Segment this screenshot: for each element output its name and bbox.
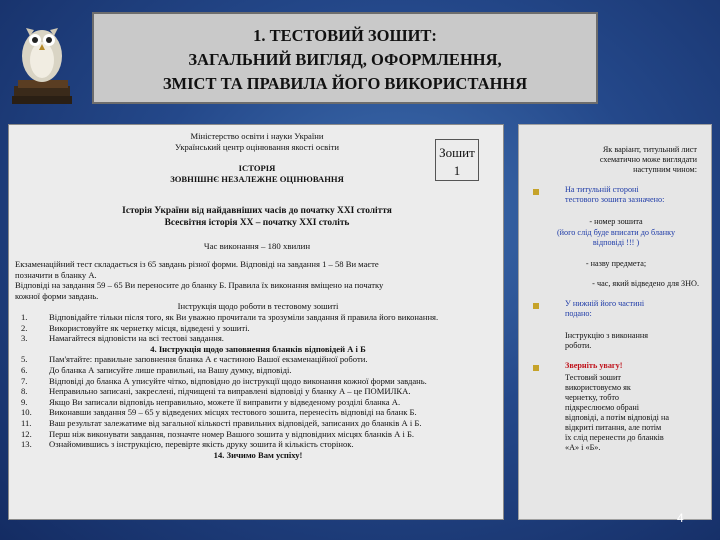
intro-line: Екзаменаційний тест складається із 65 завдань різної форми. Відповіді на завдання 1 – 58 Ви маєте [15, 259, 379, 269]
exam-duration: Час виконання – 180 хвилин [203, 241, 311, 251]
intro-line: кожної форми завдань. [15, 290, 99, 301]
notes-bullet-1: На титульній стороні тестового зошита зазначено: [565, 185, 665, 204]
list-item: 9. Якщо Ви записали відповідь неправильно, можете її виправити у відведеному розділі бланка А. [21, 396, 401, 407]
intro-line: позначити в бланку А. [15, 269, 97, 280]
list-item: 10. Виконавши завдання 59 – 65 у відведених місцях тестового зошита, перенесіть відповіді на бланк Б. [21, 407, 417, 418]
intro-line: Відповіді на завдання 59 – 65 Ви переносите до бланку Б. Правила їх виконання вміщено на початку [15, 280, 384, 291]
list-item: 13. Ознайомившись з інструкцією, перевірте якість друку зошита й кількість сторінок. [21, 439, 354, 450]
notebook-number-box: Зошит 1 [435, 139, 479, 181]
list-item: 1. Відповідайте тільки після того, як Ви уважно прочитали та зрозуміли завдання й правила його виконання. [21, 311, 439, 322]
page-number: 4 [677, 511, 684, 525]
notes-subject: - назву предмета; [585, 259, 647, 268]
test-notebook-cover [8, 124, 504, 520]
closing-wish: 14. Зичимо Вам успіху! [213, 449, 303, 460]
title-line: ЗАГАЛЬНИЙ ВИГЛЯД, ОФОРМЛЕННЯ, [188, 50, 502, 69]
notes-intro: Як варіант, титульний лист схематично може виглядати наступним чином: [599, 145, 697, 174]
owl-on-books-logo [8, 4, 76, 106]
instructions-body [15, 259, 501, 460]
list-item: 6. До бланка А записуйте лише правильні, на Вашу думку, відповіді. [21, 364, 292, 375]
bullet-icon [533, 189, 539, 195]
notes-attention: Зверніть увагу! [565, 361, 623, 370]
bullet-icon [533, 365, 539, 371]
list-item: 3. Намагайтеся відповісти на всі тестові завдання. [21, 333, 224, 344]
notes-attention-text: Тестовий зошит використовуємо як чернетку, тобто підкреслюємо обрані відповіді, а потім відповіді на відкриті питання, але потім їх слід перенести до бланків «А» і «Б». [565, 373, 670, 452]
bullet-icon [533, 303, 539, 309]
list-item: 7. Відповіді до бланка А уписуйте чітко, відповідно до інструкції щодо виконання кожної форми завдань. [21, 375, 427, 386]
title-line: ЗМІСТ ТА ПРАВИЛА ЙОГО ВИКОРИСТАННЯ [162, 74, 528, 93]
list-item: 2. Використовуйте як чернетку місця, відведені у зошиті. [21, 322, 250, 333]
blank-instruction-heading: 4. Інструкція щодо заповнення бланків відповідей А і Б [150, 343, 366, 354]
subject-title: Історія України від найдавніших часів до початку XXI століття Всесвітня історія XX – початку XXI століть [122, 206, 392, 228]
instruction-heading: Інструкція щодо роботи в тестовому зошиті [177, 301, 339, 312]
notes-notebook-number: - номер зошита [589, 217, 643, 226]
instructions-list-a [15, 312, 501, 344]
notes-number-hint: (його слід буде вписати до бланку відповіді !!! ) [556, 228, 676, 247]
slide-title [92, 12, 598, 104]
list-item: 12. Перш ніж виконувати завдання, позначте номер Вашого зошита у відповідних місцях бланків А і Б. [21, 428, 415, 439]
exam-subtitle: ІСТОРІЯ ЗОВНІШНЄ НЕЗАЛЕЖНЕ ОЦІНЮВАННЯ [170, 163, 344, 184]
notes-instruction: Інструкцію з виконання роботи. [565, 331, 649, 350]
list-item: 5. Пам'ятайте: правильне заповнення бланка А є частиною Вашої екзаменаційної роботи. [21, 354, 368, 365]
notes-panel [518, 124, 712, 520]
list-item: 11. Ваш результат залежатиме від загальної кількості правильних відповідей, записаних до бланків А і Б. [21, 417, 422, 428]
ministry-header: Міністерство освіти і науки України Український центр оцінювання якості освіти [175, 131, 339, 152]
list-item: 8. Неправильно записані, закреслені, підчищені та виправлені відповіді у бланку А – це ПОМИЛКА. [21, 386, 411, 397]
notes-time: - час, який відведено для ЗНО. [592, 279, 699, 288]
notes-bullet-2: У нижній його частині подано: [565, 299, 645, 318]
instructions-list-b [15, 354, 501, 449]
title-line: 1. ТЕСТОВИЙ ЗОШИТ: [253, 26, 437, 45]
